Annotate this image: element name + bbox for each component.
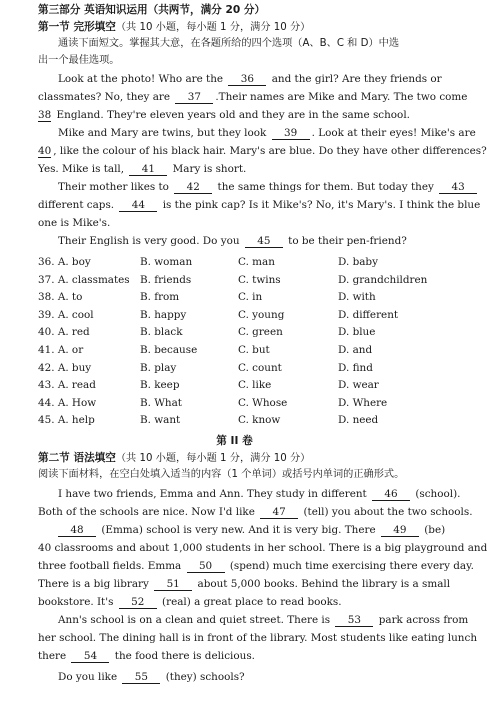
option-c: C. young	[238, 308, 285, 321]
grammar-line: 40 classrooms and about 1,000 students in her school. There is a big playground and	[38, 542, 487, 554]
grammar-line: three football fields. Emma 50 (spend) much time exercising there every day.	[38, 560, 474, 572]
option-d: D. and	[338, 344, 373, 356]
option-row	[38, 413, 458, 427]
blank-54: 54	[71, 651, 109, 663]
cloze-line: 40 , like the colour of his black hair. Mary's are blue. Do they have other differences?	[38, 145, 487, 157]
option-d: D. Where	[338, 396, 388, 409]
grammar-line: Do you like 55 (they) schools?	[58, 671, 245, 683]
cloze-line: Mike and Mary are twins, but they look 39 . Look at their eyes! Mike's are	[58, 127, 476, 139]
option-a: 41. A. or	[38, 344, 84, 356]
option-a: 45. A. help	[38, 414, 95, 427]
option-b: B. play	[140, 361, 177, 374]
blank-40: 40	[38, 145, 52, 157]
cloze-line: Their English is very good. Do you 45 to be their pen-friend?	[58, 235, 407, 247]
option-d: D. with	[338, 291, 376, 304]
section1-title: 第一节 完形填空	[38, 21, 116, 33]
option-row	[38, 325, 458, 339]
volume-2-title: 第 II 卷	[216, 435, 253, 447]
blank-38: 38	[38, 109, 52, 121]
blank-55: 55	[122, 672, 160, 684]
blank-53: 53	[335, 615, 373, 627]
blank-45: 45	[245, 236, 283, 248]
section2-title: 第二节 语法填空	[38, 452, 116, 464]
cloze-line: Their mother likes to 42 the same things for them. But today they 43	[58, 180, 458, 194]
option-row	[38, 255, 458, 269]
blank-42: 42	[174, 182, 212, 194]
blank-48: 48	[58, 525, 96, 537]
option-d: D. different	[338, 308, 399, 321]
option-b: B. black	[140, 326, 183, 339]
blank-37: 37	[175, 92, 213, 104]
option-b: B. from	[140, 291, 180, 304]
option-c: C. count	[238, 361, 282, 374]
blank-50: 50	[187, 561, 225, 573]
blank-46: 46	[372, 489, 410, 501]
option-a: 38. A. to	[38, 291, 83, 304]
grammar-line: Both of the schools are nice. Now I'd like 47 (tell) you about the two schools.	[38, 506, 473, 518]
option-row	[38, 361, 458, 375]
option-d: D. baby	[338, 256, 378, 268]
blank-43: 43	[439, 182, 477, 194]
option-a: 37. A. classmates	[38, 273, 130, 286]
grammar-line: I have two friends, Emma and Ann. They study in different 46 (school).	[58, 488, 461, 500]
section1-instruction-a: 通读下面短文。掌握其大意，在各题所给的四个选项（A、B、C 和 D）中选	[58, 38, 400, 49]
option-d: D. grandchildren	[338, 273, 428, 286]
section2-note: （共 10 小题，每小题 1 分，满分 10 分）	[115, 453, 311, 464]
option-a: 40. A. red	[38, 326, 90, 339]
option-row	[38, 396, 458, 410]
option-b: B. keep	[140, 379, 180, 392]
option-d: D. need	[338, 414, 379, 427]
option-a: 39. A. cool	[38, 308, 94, 321]
grammar-line: 48 (Emma) school is very new. And it is very big. There 49 (be)	[58, 523, 458, 537]
blank-36: 36	[228, 74, 266, 86]
option-d: D. find	[338, 361, 373, 374]
section2-instruction: 阅读下面材料，在空白处填入适当的内容（1 个单词）或括号内单词的正确形式。	[38, 469, 405, 480]
option-c: C. man	[238, 256, 275, 268]
grammar-line: her school. The dining hall is in front of the library. Most students like eating lunch	[38, 632, 478, 644]
option-a: 42. A. buy	[38, 361, 92, 374]
section1-header	[38, 20, 458, 35]
option-b: B. because	[140, 344, 198, 356]
option-c: C. in	[238, 291, 263, 304]
option-row	[38, 378, 458, 392]
cloze-line: different caps. 44 is the pink cap? Is it Mike's? No, it's Mary's. I think the blue	[38, 199, 481, 211]
option-b: B. woman	[140, 256, 193, 268]
option-c: C. Whose	[238, 396, 288, 409]
section2-header	[38, 451, 458, 466]
section1-note: （共 10 小题，每小题 1 分，满分 10 分）	[115, 22, 311, 33]
blank-39: 39	[272, 128, 310, 140]
blank-52: 52	[119, 597, 157, 609]
grammar-line: Ann's school is on a clean and quiet street. There is 53 park across from	[58, 614, 469, 626]
cloze-line: Look at the photo! Who are the 36 and the girl? Are they friends or	[58, 73, 442, 85]
cloze-line: one is Mike's.	[38, 217, 111, 229]
option-a: 44. A. How	[38, 396, 97, 409]
blank-44: 44	[119, 200, 157, 212]
option-c: C. twins	[238, 273, 281, 286]
grammar-line: There is a big library 51 about 5,000 books. Behind the library is a small	[38, 578, 451, 590]
blank-51: 51	[154, 579, 192, 591]
option-d: D. wear	[338, 379, 379, 392]
part3-title: 第三部分 英语知识运用（共两节，满分 20 分）	[38, 4, 266, 16]
option-d: D. blue	[338, 326, 376, 339]
cloze-line: Yes. Mike is tall, 41 Mary is short.	[38, 163, 247, 175]
option-c: C. like	[238, 379, 272, 392]
option-c: C. green	[238, 326, 283, 339]
cloze-line: classmates? No, they are 37 .Their names are Mike and Mary. The two come	[38, 91, 468, 103]
option-c: C. know	[238, 414, 281, 427]
cloze-line: 38 England. They're eleven years old and they are in the same school.	[38, 109, 410, 121]
section1-instruction-b: 出一个最佳选项。	[38, 55, 120, 66]
option-b: B. What	[140, 396, 182, 409]
option-row	[38, 308, 458, 322]
option-a: 43. A. read	[38, 379, 96, 392]
option-b: B. happy	[140, 308, 187, 321]
option-row	[38, 290, 458, 304]
option-row	[38, 273, 458, 287]
option-b: B. want	[140, 414, 181, 427]
option-a: 36. A. boy	[38, 256, 91, 268]
grammar-line: bookstore. It's 52 (real) a great place to read books.	[38, 596, 342, 608]
blank-41: 41	[129, 164, 167, 176]
blank-47: 47	[260, 507, 298, 519]
blank-49: 49	[381, 525, 419, 537]
option-c: C. but	[238, 344, 270, 356]
option-b: B. friends	[140, 273, 192, 286]
grammar-line: there 54 the food there is delicious.	[38, 650, 255, 662]
option-row	[38, 343, 458, 357]
